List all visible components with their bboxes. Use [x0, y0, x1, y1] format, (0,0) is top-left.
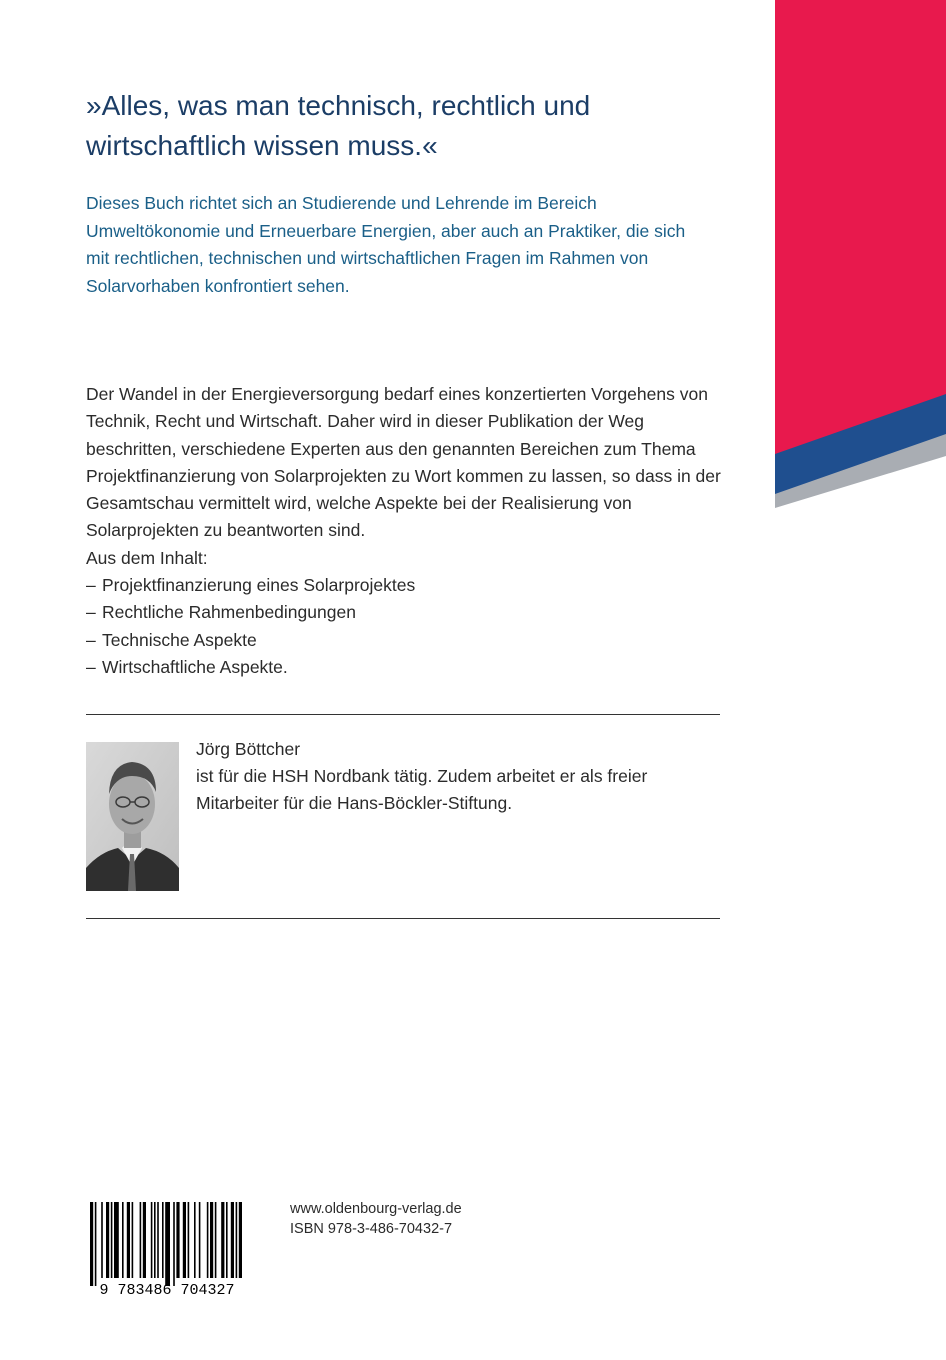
barcode-bar	[154, 1202, 156, 1278]
barcode-bar	[90, 1202, 93, 1286]
barcode-bar	[95, 1202, 97, 1286]
barcode-bar	[143, 1202, 146, 1278]
list-item: – Technische Aspekte	[86, 627, 415, 654]
author-name: Jörg Böttcher	[196, 739, 301, 759]
barcode-bar	[127, 1202, 130, 1278]
isbn-barcode	[86, 1200, 248, 1298]
barcode-bar	[215, 1202, 217, 1278]
contents-list	[86, 572, 415, 681]
accent-blue-band	[775, 390, 946, 494]
barcode-bar	[106, 1202, 109, 1278]
description-text: Der Wandel in der Energieversorgung bedarf eines konzertierten Vorgehens von Technik, Recht und Wirtschaft. Daher wird in dieser Publikation der Weg beschritten, verschiedene Experten aus den genannten Bereichen zum Thema Projektfinanzierung von Solarprojekten zu Wort kommen zu lassen, so dass in der Gesamtschau vermittelt wird, welche Aspekte bei der Realisierung von Solarprojekten zu beantworten sind.	[86, 384, 721, 541]
barcode-bar	[183, 1202, 186, 1278]
barcode-bar	[188, 1202, 190, 1278]
barcode-bar	[236, 1202, 238, 1278]
divider-top	[86, 714, 720, 715]
barcode-bar	[199, 1202, 201, 1278]
barcode-bar	[140, 1202, 142, 1278]
list-item: – Wirtschaftliche Aspekte.	[86, 654, 415, 681]
barcode-bar	[162, 1202, 164, 1278]
barcode-bar	[239, 1202, 242, 1278]
barcode-bar	[122, 1202, 124, 1278]
isbn-number: ISBN 978-3-486-70432-7	[290, 1221, 453, 1237]
contents-title: Aus dem Inhalt:	[86, 548, 208, 568]
accent-gray-band	[775, 422, 946, 508]
barcode-bar	[101, 1202, 103, 1278]
barcode-bar	[226, 1202, 228, 1278]
accent-red-band	[775, 0, 946, 454]
barcode-digits: 9 783486 704327	[99, 1282, 235, 1298]
author-photo	[86, 742, 179, 891]
author-bio: ist für die HSH Nordbank tätig. Zudem arbeitet er als freier Mitarbeiter für die Hans-Böckler-Stiftung.	[196, 766, 648, 813]
barcode-bar	[231, 1202, 234, 1278]
headline-quote: »Alles, was man technisch, rechtlich und wirtschaftlich wissen muss.«	[86, 90, 591, 161]
intro-text: Dieses Buch richtet sich an Studierende und Lehrende im Bereich Umweltökonomie und Erneuerbare Energien, aber auch an Praktiker, die sich mit rechtlichen, technischen und wirtschaftlichen Fragen im Rahmen von Solarvorhaben konfrontiert sehen.	[86, 193, 686, 296]
list-item: – Projektfinanzierung eines Solarprojektes	[86, 572, 415, 599]
barcode-bar	[132, 1202, 134, 1278]
publisher-website[interactable]: www.oldenbourg-verlag.de	[290, 1201, 462, 1217]
barcode-bar	[176, 1202, 179, 1278]
barcode-bar	[194, 1202, 196, 1278]
barcode-bar	[111, 1202, 113, 1278]
barcode-bar	[221, 1202, 224, 1278]
barcode-bar	[151, 1202, 153, 1278]
barcode-bar	[210, 1202, 213, 1278]
barcode-bar	[173, 1202, 175, 1286]
barcode-bar	[165, 1202, 170, 1286]
barcode-bar	[157, 1202, 159, 1278]
barcode-bar	[207, 1202, 209, 1278]
list-item: – Rechtliche Rahmenbedingungen	[86, 599, 415, 626]
barcode-bar	[114, 1202, 119, 1278]
divider-bottom	[86, 918, 720, 919]
